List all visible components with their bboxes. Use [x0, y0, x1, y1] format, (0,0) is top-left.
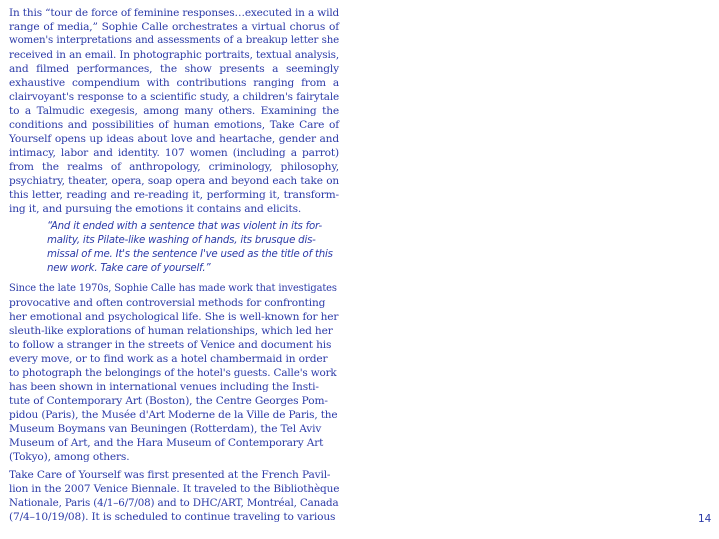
text-line: ing it, and pursuing the emotions it contains and elicits. — [9, 203, 302, 215]
text-line: conditions and possibilities of human emotions, Take Care of — [9, 119, 339, 131]
quote-line: “And it ended with a sentence that was violent in its for- — [47, 221, 322, 232]
text-line: range of media,” Sophie Calle orchestrates a virtual chorus of — [9, 21, 339, 33]
text-line: and filmed performances, the show presents a seemingly — [9, 63, 339, 75]
text-line: intimacy, labor and identity. 107 women (including a parrot) — [9, 147, 339, 159]
text-line: provocative and often controversial methods for confronting — [9, 297, 326, 309]
text-line: received in an email. In photographic portraits, textual analysis, — [9, 49, 339, 61]
text-line: (Tokyo), among others. — [9, 451, 130, 463]
text-line: has been shown in international venues including the Insti- — [9, 381, 319, 393]
text-line: her emotional and psychological life. She is well-known for her — [9, 311, 339, 323]
text-line: In this “tour de force of feminine responses…executed in a wild — [9, 7, 340, 19]
text-line: Museum of Art, and the Hara Museum of Contemporary Art — [9, 437, 324, 449]
text-column — [9, 6, 339, 528]
paragraph-intro — [9, 6, 339, 216]
text-line: this letter, reading and re-reading it, performing it, transform- — [9, 189, 339, 201]
text-line: pidou (Paris), the Musée d'Art Moderne de la Ville de Paris, the — [9, 409, 338, 421]
text-line: to follow a stranger in the streets of Venice and document his — [9, 339, 332, 351]
text-line: (7/4–10/19/08). It is scheduled to continue traveling to various — [9, 511, 336, 523]
text-line: lion in the 2007 Venice Biennale. It traveled to the Bibliothèque — [9, 483, 340, 495]
text-line: Yourself opens up ideas about love and heartache, gender and — [9, 133, 339, 145]
text-line: to photograph the belongings of the hotel's guests. Calle's work — [9, 367, 337, 379]
text-line: Nationale, Paris (4/1–6/7/08) and to DHC/ART, Montréal, Canada — [9, 497, 339, 509]
text-line: sleuth-like explorations of human relationships, which led her — [9, 325, 333, 337]
page-number: 14 — [698, 513, 712, 525]
text-line: from the realms of anthropology, criminology, philosophy, — [9, 161, 339, 173]
paragraph-exhibition-history — [9, 468, 339, 524]
paragraph-biography — [9, 282, 339, 464]
quote-line: missal of me. It's the sentence I've used as the title of this — [47, 249, 333, 260]
blockquote — [47, 220, 339, 276]
quote-line: mality, its Pilate-like washing of hands, its brusque dis- — [47, 235, 316, 246]
text-line: every move, or to find work as a hotel chambermaid in order — [9, 353, 328, 365]
text-line: psychiatry, theater, opera, soap opera and beyond each take on — [9, 175, 339, 187]
text-line: to a Talmudic exegesis, among many others. Examining the — [9, 105, 339, 117]
text-line: tute of Contemporary Art (Boston), the Centre Georges Pom- — [9, 395, 328, 407]
text-line: Since the late 1970s, Sophie Calle has made work that investigates — [9, 283, 337, 294]
text-line: clairvoyant's response to a scientific study, a children's fairytale — [9, 91, 339, 103]
text-line: exhaustive compendium with contributions ranging from a — [9, 77, 339, 89]
text-line: Museum Boymans van Beuningen (Rotterdam), the Tel Aviv — [9, 423, 322, 435]
text-line: women's interpretations and assessments of a breakup letter she — [9, 35, 339, 46]
quote-line: new work. Take care of yourself.” — [47, 263, 211, 274]
text-line: Take Care of Yourself was first presented at the French Pavil- — [9, 469, 331, 481]
